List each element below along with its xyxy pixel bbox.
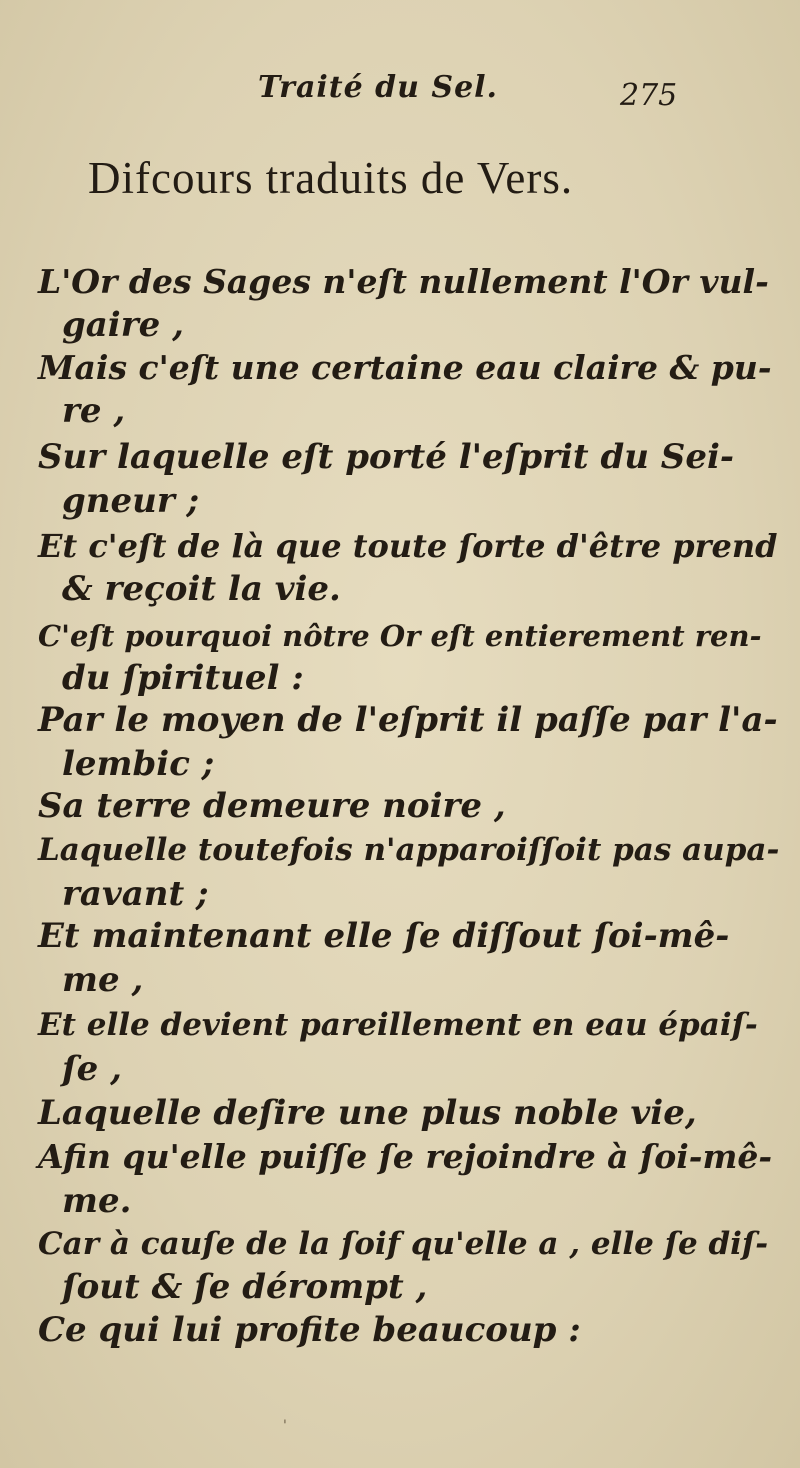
- verse-line: Car à cauſe de la ſoif qu'elle a , elle ſe diſ-: [38, 1226, 769, 1262]
- verse-line: L'Or des Sages n'eſt nullement l'Or vul-: [38, 262, 769, 301]
- section-heading: Difcours traduits de Vers.: [88, 153, 574, 203]
- verse-line: Mais c'eſt une certaine eau claire & pu-: [38, 348, 772, 387]
- page-number: 275: [620, 78, 678, 113]
- verse-line: Par le moyen de l'eſprit il paſſe par l'a-: [38, 700, 778, 740]
- verse-line: Afin qu'elle puiſſe ſe rejoindre à ſoi-mê-: [38, 1137, 773, 1176]
- verse-line: Laquelle deſire une plus noble vie,: [38, 1093, 697, 1133]
- verse-line: gaire ,: [62, 305, 184, 345]
- verse-line: ſe ,: [62, 1049, 122, 1089]
- verse-line: du ſpirituel :: [62, 658, 304, 698]
- verse-line: me ,: [62, 960, 144, 1000]
- running-title: Traité du Sel.: [258, 70, 498, 105]
- verse-line: Sa terre demeure noire ,: [38, 786, 506, 826]
- page-header: [0, 64, 800, 114]
- verse-line: & reçoit la vie.: [62, 569, 341, 609]
- verse-line: re ,: [62, 391, 126, 431]
- verse-line: Et maintenant elle ſe diſſout ſoi-mê-: [38, 916, 730, 956]
- verse-line: lembic ;: [62, 744, 215, 784]
- verse-line: Et c'eſt de là que toute ſorte d'être prend: [38, 527, 778, 565]
- verse-line: ſout & ſe dérompt ,: [62, 1267, 428, 1307]
- verse-line: Ce qui lui profite beaucoup :: [38, 1310, 581, 1350]
- verse-line: Laquelle toutefois n'apparoiſſoit pas aupa-: [38, 832, 780, 868]
- verse-line: gneur ;: [62, 481, 200, 521]
- bottom-mark: ': [283, 1418, 287, 1434]
- verse-line: C'eſt pourquoi nôtre Or eſt entierement ren-: [38, 619, 762, 653]
- verse-line: me.: [62, 1181, 132, 1221]
- verse-line: ravant ;: [62, 874, 209, 914]
- verse-line: Sur laquelle eſt porté l'eſprit du Sei-: [38, 437, 735, 477]
- verse-line: Et elle devient pareillement en eau épaiſ-: [38, 1007, 758, 1043]
